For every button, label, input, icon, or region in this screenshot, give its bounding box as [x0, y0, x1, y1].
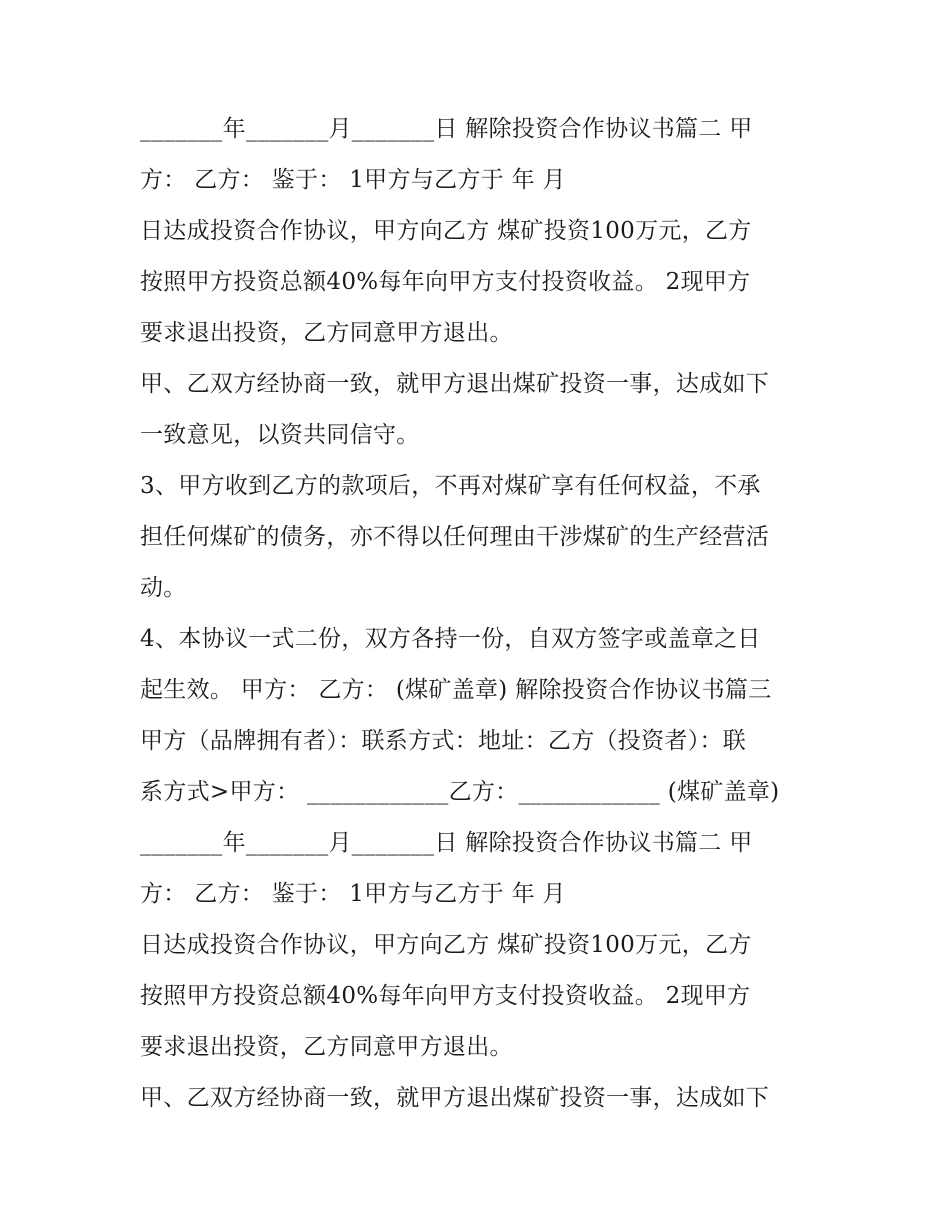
text-line: 一致意见，以资共同信守。 — [140, 422, 420, 448]
text-line: 要求退出投资，乙方同意甲方退出。 — [140, 320, 513, 346]
text-line: 按照甲方投资总额40%每年向甲方支付投资收益。 2现甲方 — [140, 983, 751, 1009]
text-line: 要求退出投资，乙方同意甲方退出。 — [140, 1034, 513, 1060]
text-line: 担任何煤矿的债务，亦不得以任何理由干涉煤矿的生产经营活 — [140, 524, 770, 550]
text-line: 甲、乙双方经协商一致，就甲方退出煤矿投资一事，达成如下 — [140, 371, 770, 397]
document-body — [140, 104, 830, 1124]
text-line: _______年_______月_______日 解除投资合作协议书篇二 甲 — [140, 830, 753, 856]
text-line: 起生效。 甲方： 乙方： (煤矿盖章) 解除投资合作协议书篇三 — [140, 677, 772, 703]
text-line: 方： 乙方： 鉴于： 1甲方与乙方于 年 月 — [140, 167, 566, 193]
text-line: 甲方（品牌拥有者）：联系方式：地址：乙方（投资者）：联 — [140, 728, 747, 754]
text-line: 系方式>甲方： ____________乙方：____________ (煤矿盖章) — [140, 779, 780, 805]
text-line: 方： 乙方： 鉴于： 1甲方与乙方于 年 月 — [140, 881, 566, 907]
text-line: 日达成投资合作协议，甲方向乙方 煤矿投资100万元，乙方 — [140, 218, 752, 244]
text-line: 动。 — [140, 575, 187, 601]
text-line: _______年_______月_______日 解除投资合作协议书篇二 甲 — [140, 116, 753, 142]
text-line: 日达成投资合作协议，甲方向乙方 煤矿投资100万元，乙方 — [140, 932, 752, 958]
text-line: 按照甲方投资总额40%每年向甲方支付投资收益。 2现甲方 — [140, 269, 751, 295]
text-line: 4、本协议一式二份，双方各持一份，自双方签字或盖章之日 — [140, 626, 761, 652]
text-line: 3、甲方收到乙方的款项后，不再对煤矿享有任何权益，不承 — [140, 473, 761, 499]
text-line: 甲、乙双方经协商一致，就甲方退出煤矿投资一事，达成如下 — [140, 1085, 770, 1111]
